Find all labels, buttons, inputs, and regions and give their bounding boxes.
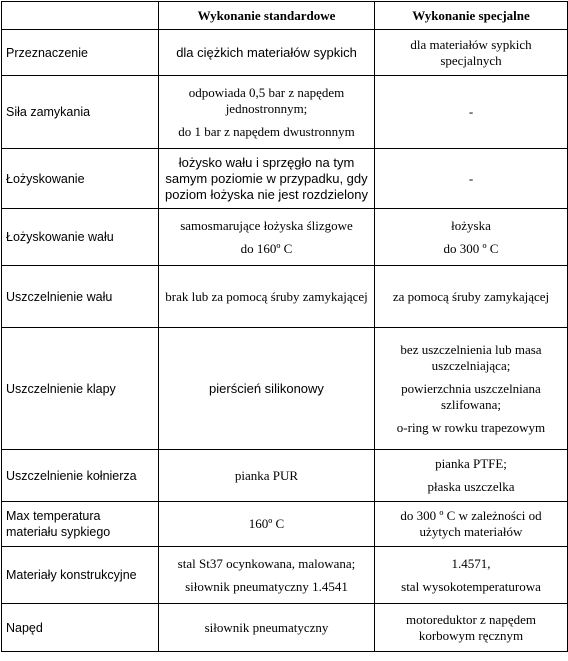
table-row [2,149,568,209]
table-row [2,604,568,652]
row-label: Uszczelnienie kołnierza [2,450,159,502]
standard-cell [159,328,375,450]
special-cell [375,30,568,76]
table-row [2,450,568,502]
cell-text: powierzchnia uszczelniana szlifowana; [401,380,541,412]
standard-cell [159,604,375,652]
cell-text: do 300 º C [443,240,499,256]
cell-text: za pomocą śruby zamykającej [392,288,550,304]
cell-text: pianka PTFE; [435,456,507,471]
table-row [2,266,568,328]
special-cell [375,604,568,652]
row-label: Napęd [2,604,159,652]
table-row [2,502,568,547]
cell-text: 1.4571, [451,555,491,571]
standard-cell [159,209,375,266]
row-label: Siła zamykania [2,76,159,149]
standard-cell [159,266,375,328]
cell-text: - [468,104,474,119]
standard-cell [159,450,375,502]
header-standard: Wykonanie standardowe [159,2,375,30]
row-label: Uszczelnienie wału [2,266,159,328]
header-special: Wykonanie specjalne [375,2,568,30]
standard-cell [159,149,375,209]
cell-text: siłownik pneumatyczny 1.4541 [185,578,348,594]
standard-cell [159,76,375,149]
row-label: Łożyskowanie wału [2,209,159,266]
cell-text: pierścień silikonowy [209,380,324,396]
table-row [2,209,568,266]
cell-text: pianka PUR [234,467,299,483]
cell-text: 160º C [248,516,285,531]
standard-cell [159,547,375,604]
cell-text: brak lub za pomocą śruby zamykającej [165,288,368,304]
cell-text: - [468,170,474,186]
cell-text: łożysko wału i sprzęgło na tym samym poziomie w przypadku, gdy poziom łożyska nie jest rozdzielony [164,154,369,202]
special-cell [375,76,568,149]
row-label: Materiały konstrukcyjne [2,547,159,604]
cell-text: płaska uszczelka [427,479,515,494]
cell-text: do 160º C [240,240,293,256]
header-empty-cell [2,2,159,30]
table-row [2,30,568,76]
cell-text: dla ciężkich materiałów sypkich [176,44,357,60]
standard-cell [159,502,375,547]
special-cell [375,266,568,328]
special-cell [375,502,568,547]
cell-text: łożyska [451,217,491,233]
cell-text: odpowiada 0,5 bar z napędem jednostronnym; [188,84,345,116]
special-cell [375,328,568,450]
cell-text: stal St37 ocynkowana, malowana; [177,555,356,571]
cell-text: siłownik pneumatyczny [204,619,329,635]
standard-cell [159,30,375,76]
special-cell [375,209,568,266]
cell-text: do 300 º C w zależności od użytych materiałów [400,508,542,539]
special-cell [375,450,568,502]
cell-text: dla materiałów sypkich specjalnych [410,36,532,68]
table-row [2,76,568,149]
cell-text: bez uszczelnienia lub masa uszczelniająca; [400,341,542,373]
cell-text: o-ring w rowku trapezowym [396,419,546,435]
spec-table [1,1,568,652]
row-label: Przeznaczenie [2,30,159,76]
table-row [2,547,568,604]
cell-text: stal wysokotemperaturowa [401,578,541,594]
row-label: Max temperatura materiału sypkiego [2,502,159,547]
row-label: Łożyskowanie [2,149,159,209]
cell-text: do 1 bar z napędem dwustronnym [178,123,355,139]
row-label: Uszczelnienie klapy [2,328,159,450]
cell-text: motoreduktor z napędem korbowym ręcznym [406,611,536,643]
cell-text: samosmarujące łożyska ślizgowe [180,217,353,233]
special-cell [375,547,568,604]
table-row [2,328,568,450]
header-row [2,2,568,30]
special-cell [375,149,568,209]
